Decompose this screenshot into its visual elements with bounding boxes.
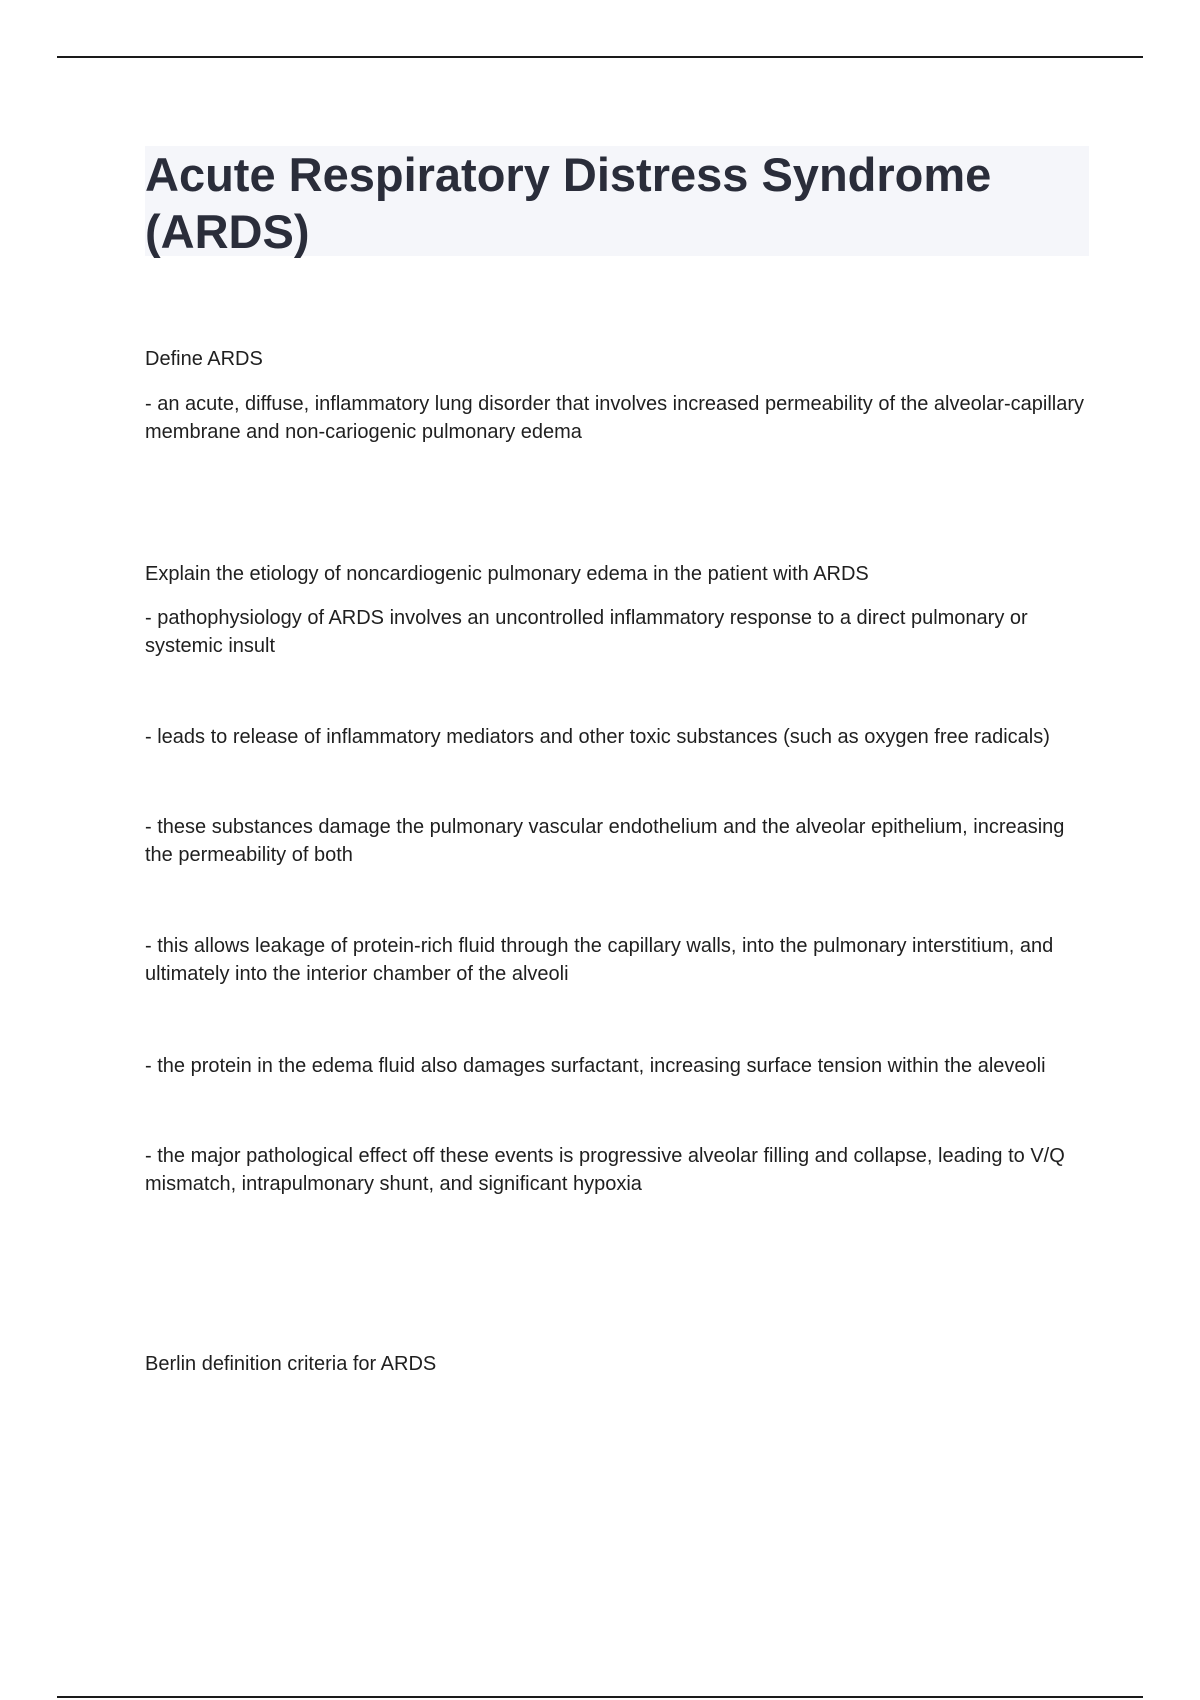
answer-etiology-1: - pathophysiology of ARDS involves an uncontrolled inflammatory response to a direct pulmonary or systemic insult — [145, 607, 1028, 657]
answer-etiology-5: - the protein in the edema fluid also damages surfactant, increasing surface tension within the aleveoli — [145, 1055, 1046, 1077]
answer-etiology-4: - this allows leakage of protein-rich fluid through the capillary walls, into the pulmonary interstitium, and ultimately into the interior chamber of the alveoli — [145, 935, 1054, 985]
answer-etiology-2: - leads to release of inflammatory mediators and other toxic substances (such as oxygen free radicals) — [145, 726, 1050, 748]
question-etiology: Explain the etiology of noncardiogenic pulmonary edema in the patient with ARDS — [145, 563, 869, 585]
document-body — [145, 146, 1089, 1375]
answer-etiology-6: - the major pathological effect off these events is progressive alveolar filling and collapse, leading to V/Q mismatch, intrapulmonary shunt, and significant hypoxia — [145, 1145, 1065, 1195]
question-define-ards: Define ARDS — [145, 348, 263, 370]
top-divider — [57, 56, 1143, 58]
bottom-divider — [57, 1696, 1143, 1698]
page-title: Acute Respiratory Distress Syndrome (ARDS) — [145, 148, 992, 258]
question-berlin-criteria: Berlin definition criteria for ARDS — [145, 1353, 437, 1375]
answer-define-ards: - an acute, diffuse, inflammatory lung disorder that involves increased permeability of the alveolar-capillary membrane and non-cariogenic pulmonary edema — [145, 393, 1084, 443]
answer-etiology-3: - these substances damage the pulmonary vascular endothelium and the alveolar epithelium, increasing the permeability of both — [145, 816, 1065, 866]
title-banner — [145, 146, 1089, 256]
